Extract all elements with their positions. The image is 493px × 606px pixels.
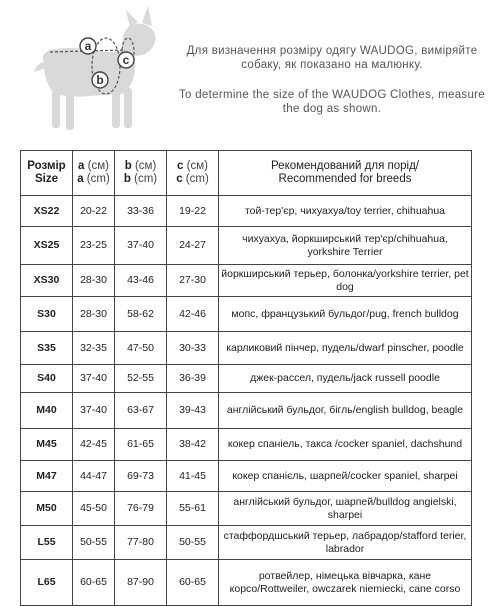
breeds-cell: йоркширський терьер, болонка/yorkshire terrier, pet dog xyxy=(219,265,472,297)
table-row xyxy=(21,297,472,332)
a-cell: 28-30 xyxy=(73,265,115,297)
size-cell: S35 xyxy=(21,332,73,365)
b-cell: 63-67 xyxy=(115,393,167,429)
header-b: b (см) b (cm) xyxy=(115,151,167,196)
table-row xyxy=(21,196,472,227)
breeds-cell: кокер спанієль, шарпей/cocker spaniel, sharpei xyxy=(219,461,472,492)
a-cell: 23-25 xyxy=(73,227,115,265)
b-cell: 37-40 xyxy=(115,227,167,265)
table-row xyxy=(21,526,472,560)
a-cell: 60-65 xyxy=(73,560,115,606)
breeds-cell: мопс, французький бульдог/pug, french bulldog xyxy=(219,297,472,332)
header-breeds: Рекомендований для порід/ Recommended for breeds xyxy=(219,151,472,196)
breeds-cell: англійський бульдог, шарпей/bulldog angielski, sharpei xyxy=(219,492,472,526)
header-c: c (см) c (cm) xyxy=(167,151,219,196)
table-row xyxy=(21,492,472,526)
c-cell: 42-46 xyxy=(167,297,219,332)
size-cell: L65 xyxy=(21,560,73,606)
label-a xyxy=(80,38,96,54)
a-cell: 32-35 xyxy=(73,332,115,365)
size-table-body xyxy=(21,196,472,606)
c-cell: 36-39 xyxy=(167,365,219,393)
header-size: Розмір Size xyxy=(21,151,73,196)
b-cell: 33-36 xyxy=(115,196,167,227)
table-row xyxy=(21,461,472,492)
c-cell: 55-61 xyxy=(167,492,219,526)
breeds-cell: ротвейлер, німецька вівчарка, кане корсо/Rottweiler, owczarek niemiecki, cane corso xyxy=(219,560,472,606)
breeds-cell: джек-рассел, пудель/jack russell poodle xyxy=(219,365,472,393)
svg-text:a: a xyxy=(84,39,92,53)
b-cell: 58-62 xyxy=(115,297,167,332)
b-cell: 69-73 xyxy=(115,461,167,492)
breeds-cell: карликовий пінчер, пудель/dwarf pinscher, poodle xyxy=(219,332,472,365)
breeds-cell: той-тер'єр, чихуахуа/toy terrier, chihuahua xyxy=(219,196,472,227)
c-cell: 24-27 xyxy=(167,227,219,265)
size-cell: M45 xyxy=(21,429,73,461)
breeds-cell: стаффордшський терьер, лабрадор/stafford terier, labrador xyxy=(219,526,472,560)
breeds-cell: чихуахуа, йоркширський тер'єр/chihuahua, yorkshire Terrier xyxy=(219,227,472,265)
b-cell: 77-80 xyxy=(115,526,167,560)
dog-silhouette xyxy=(34,6,156,130)
c-cell: 60-65 xyxy=(167,560,219,606)
label-b xyxy=(92,72,108,88)
b-cell: 87-90 xyxy=(115,560,167,606)
size-cell: L55 xyxy=(21,526,73,560)
b-cell: 61-65 xyxy=(115,429,167,461)
table-row xyxy=(21,560,472,606)
c-cell: 38-42 xyxy=(167,429,219,461)
size-cell: M40 xyxy=(21,393,73,429)
b-cell: 76-79 xyxy=(115,492,167,526)
table-header-row xyxy=(21,151,472,196)
size-cell: M50 xyxy=(21,492,73,526)
c-cell: 50-55 xyxy=(167,526,219,560)
size-cell: M47 xyxy=(21,461,73,492)
a-cell: 45-50 xyxy=(73,492,115,526)
a-cell: 44-47 xyxy=(73,461,115,492)
table-row xyxy=(21,227,472,265)
table-row xyxy=(21,429,472,461)
c-cell: 27-30 xyxy=(167,265,219,297)
size-cell: S30 xyxy=(21,297,73,332)
instruction-ukrainian: Для визначення розміру одягу WAUDOG, виміряйте собаку, як показано на малюнку. xyxy=(186,45,478,71)
c-cell: 19-22 xyxy=(167,196,219,227)
table-row xyxy=(21,332,472,365)
size-cell: XS22 xyxy=(21,196,73,227)
breeds-cell: англійський бульдог, бігль/english bulldog, beagle xyxy=(219,393,472,429)
table-row xyxy=(21,365,472,393)
a-cell: 42-45 xyxy=(73,429,115,461)
c-cell: 30-33 xyxy=(167,332,219,365)
c-cell: 39-43 xyxy=(167,393,219,429)
size-cell: XS25 xyxy=(21,227,73,265)
size-table xyxy=(20,150,472,606)
a-cell: 50-55 xyxy=(73,526,115,560)
breeds-cell: кокер спаніель, такса /cocker spaniel, dachshund xyxy=(219,429,472,461)
size-cell: XS30 xyxy=(21,265,73,297)
dog-measurement-illustration xyxy=(30,6,180,136)
table-row xyxy=(21,393,472,429)
a-cell: 37-40 xyxy=(73,393,115,429)
a-cell: 20-22 xyxy=(73,196,115,227)
table-row xyxy=(21,265,472,297)
header-a: a (см) a (cm) xyxy=(73,151,115,196)
svg-text:b: b xyxy=(96,73,104,87)
a-cell: 28-30 xyxy=(73,297,115,332)
svg-text:c: c xyxy=(122,53,130,67)
b-cell: 52-55 xyxy=(115,365,167,393)
c-cell: 41-45 xyxy=(167,461,219,492)
size-cell: S40 xyxy=(21,365,73,393)
a-cell: 37-40 xyxy=(73,365,115,393)
b-cell: 47-50 xyxy=(115,332,167,365)
label-c xyxy=(118,52,134,68)
instruction-english: To determine the size of the WAUDOG Clothes, measure the dog as shown. xyxy=(179,89,485,115)
b-cell: 43-46 xyxy=(115,265,167,297)
header xyxy=(0,0,493,148)
